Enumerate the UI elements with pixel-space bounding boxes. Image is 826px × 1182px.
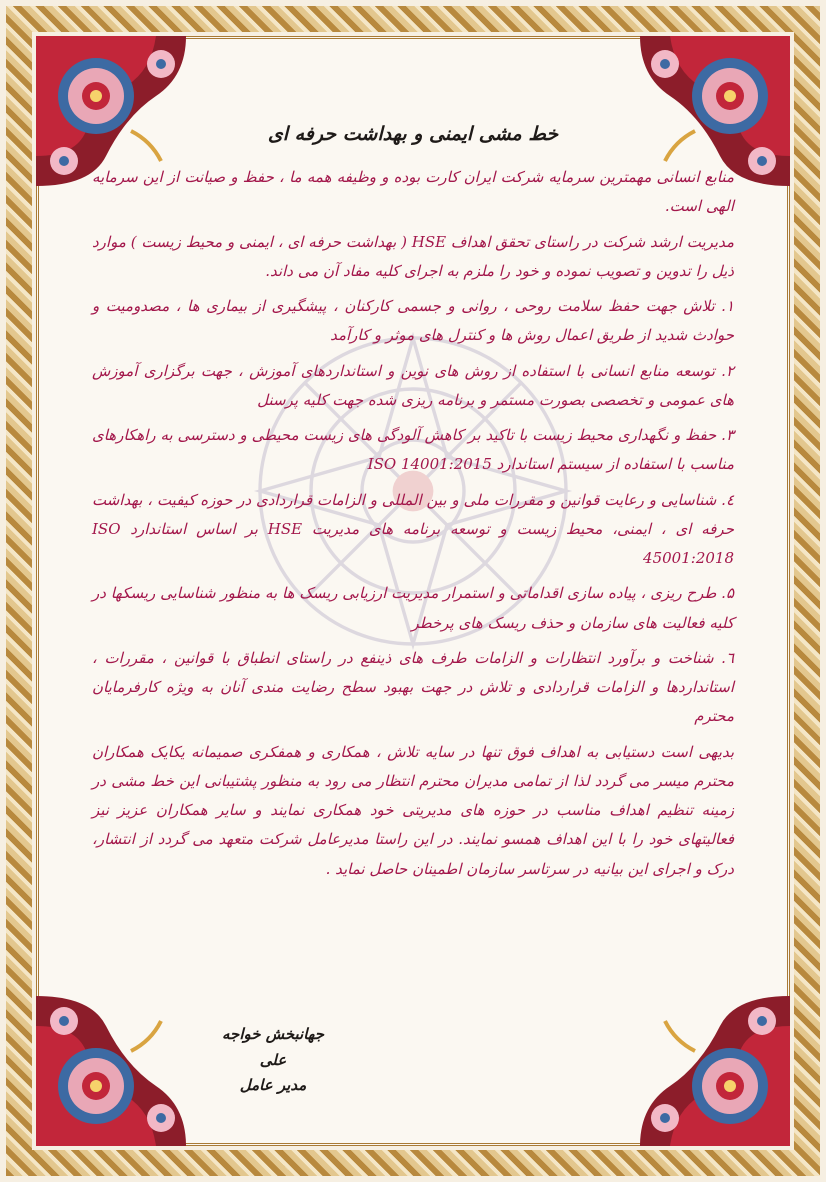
- policy-item-5: ۵. طرح ریزی ، پیاده سازی اقداماتی و استمرار مدیریت ارزیابی ریسک ها به منظور شناسایی ریسکها در کلیه فعالیت های سازمان و حذف ریسک های پرخطر: [92, 584, 734, 632]
- policy-item-4: ٤. شناسایی و رعایت قوانین و مقررات ملی و بین المللی و الزامات قراردادی در حوزه کیفیت ، بهداشت حرفه ای ، ایمنی، محیط زیست و توسعه برنامه های مدیریت HSE بر اساس استاندارد ISO 45001:2018: [92, 490, 734, 568]
- policy-document: [92, 116, 734, 890]
- policy-item-1: ۱. تلاش جهت حفظ سلامت روحی ، روانی و جسمی کارکنان ، پیشگیری از بیماری ها ، مصدومیت و حوادث شدید از طریق اعمال روش ها و کنترل های موثر و کارآمد: [92, 297, 734, 345]
- management-commitment-paragraph: مدیریت ارشد شرکت در راستای تحقق اهداف HSE ( بهداشت حرفه ای ، ایمنی و محیط زیست ) موارد ذیل را تدوین و تصویب نموده و خود را ملزم به اجرای کلیه مفاد آن می داند.: [92, 232, 734, 280]
- signatory-name: جهانبخش خواجه علی: [222, 1025, 324, 1069]
- floral-corner-ornament-icon: [36, 976, 206, 1146]
- document-title: خط مشی ایمنی و بهداشت حرفه ای: [267, 123, 559, 145]
- floral-corner-ornament-icon: [620, 976, 790, 1146]
- policy-item-3: ۳. حفظ و نگهداری محیط زیست با تاکید بر کاهش آلودگی های زیست محیطی و دسترسی به راهکارهای مناسب با استفاده از سیستم استاندارد ISO 14001:2015: [92, 426, 734, 474]
- intro-paragraph: منابع انسانی مهمترین سرمایه شرکت ایران کارت بوده و وظیفه همه ما ، حفظ و صیانت از این سرمایه الهی است.: [92, 168, 734, 216]
- closing-paragraph: بدیهی است دستیابی به اهداف فوق تنها در سایه تلاش ، همکاری و همفکری صمیمانه یکایک همکاران محترم میسر می گردد لذا از تمامی مدیران محترم انتظار می رود به منظور پشتیبانی این خط مشی در زمینه تنظیم اهداف مناسب در حوزه های مدیریتی خود همکاری نمایند و سایر همکاران عزیز نیز فعالیتهای خود را با این اهداف همسو نمایند. در این راستا مدیرعامل شرکت متعهد می گردد از انتشار، درک و اجرای این بیانیه در سرتاسر سازمان اطمینان حاصل نماید .: [92, 742, 734, 878]
- policy-item-2: ۲. توسعه منابع انسانی با استفاده از روش های نوین و استانداردهای آموزش ، جهت برگزاری آموزش های عمومی و تخصصی بصورت مستمر و برنامه ریزی شده جهت کلیه پرسنل: [92, 361, 734, 409]
- policy-item-6: ٦. شناخت و برآورد انتظارات و الزامات طرف های ذینفع در راستای انطباق با قوانین ، مقررات ، استانداردها و الزامات قراردادی و تلاش در جهت بهبود سطح رضایت مندی آنان به ویژه کارفرمایان محترم: [92, 648, 734, 726]
- signatory-role: مدیر عامل: [239, 1076, 307, 1094]
- signature-block: [208, 1022, 338, 1099]
